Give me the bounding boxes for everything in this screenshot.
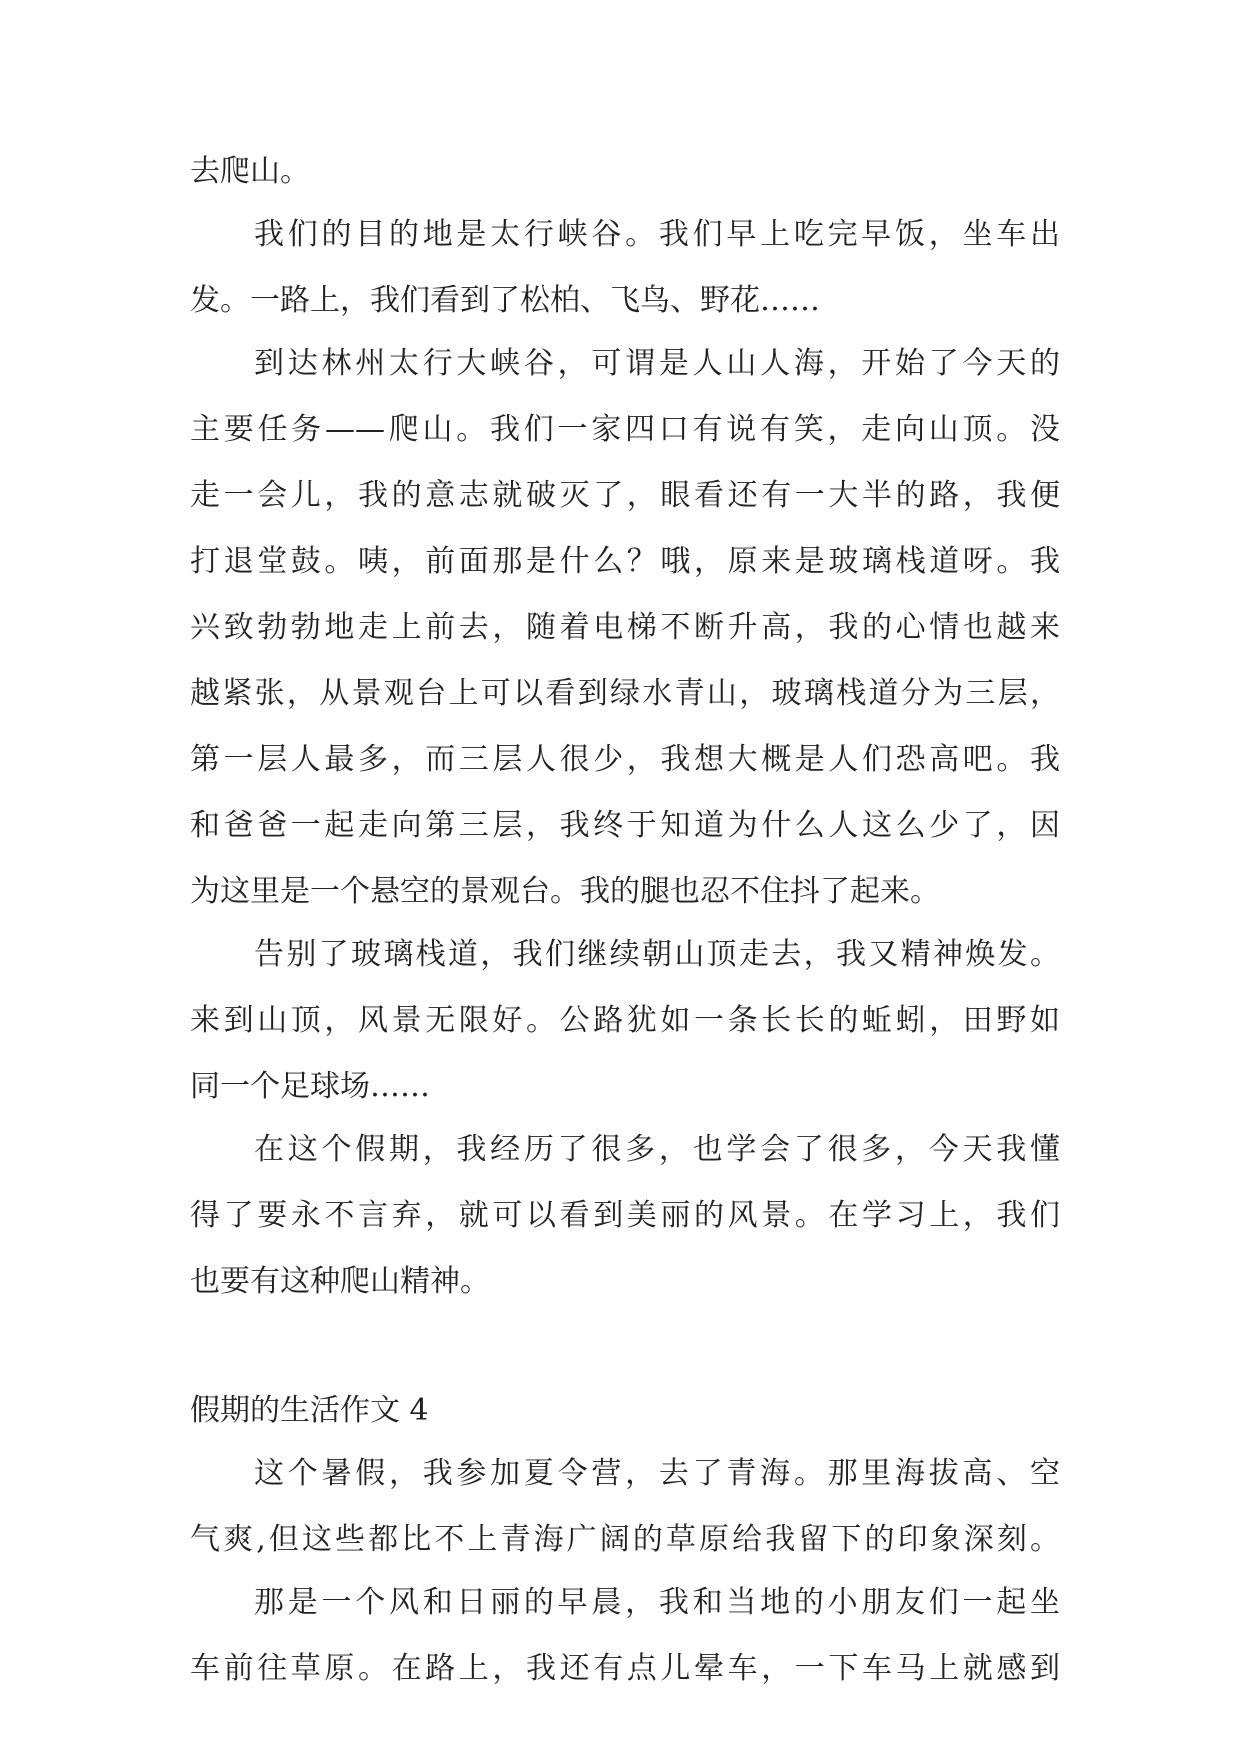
text-line: 主要任务——爬山。我们一家四口有说有笑，走向山顶。没 bbox=[190, 412, 1060, 447]
section-heading: 假期的生活作文 4 bbox=[190, 1393, 429, 1428]
paragraph-first-line: 在这个假期，我经历了很多，也学会了很多，今天我懂 bbox=[254, 1132, 1060, 1167]
text-line: 同一个足球场…… bbox=[190, 1069, 430, 1104]
text-line: 第一层人最多，而三层人很少，我想大概是人们恐高吧。我 bbox=[190, 742, 1060, 777]
text-line: 越紧张，从景观台上可以看到绿水青山，玻璃栈道分为三层， bbox=[190, 676, 1060, 711]
text-line: 打退堂鼓。咦，前面那是什么？哦，原来是玻璃栈道呀。我 bbox=[190, 544, 1060, 579]
text-line: 走一会儿，我的意志就破灭了，眼看还有一大半的路，我便 bbox=[190, 478, 1060, 513]
text-line: 和爸爸一起走向第三层，我终于知道为什么人这么少了，因 bbox=[190, 808, 1060, 843]
text-line: 来到山顶，风景无限好。公路犹如一条长长的蚯蚓，田野如 bbox=[190, 1003, 1060, 1038]
text-line: 得了要永不言弃，就可以看到美丽的风景。在学习上，我们 bbox=[190, 1198, 1060, 1233]
essay-text bbox=[190, 155, 1060, 1686]
text-line: 发。一路上，我们看到了松柏、飞鸟、野花…… bbox=[190, 283, 820, 318]
paragraph-first-line: 我们的目的地是太行峡谷。我们早上吃完早饭，坐车出 bbox=[254, 217, 1060, 252]
text-line: 为这里是一个悬空的景观台。我的腿也忍不住抖了起来。 bbox=[190, 874, 940, 909]
text-line: 去爬山。 bbox=[190, 154, 310, 189]
paragraph-first-line: 告别了玻璃栈道，我们继续朝山顶走去，我又精神焕发。 bbox=[254, 937, 1060, 972]
text-line: 兴致勃勃地走上前去，随着电梯不断升高，我的心情也越来 bbox=[190, 610, 1060, 645]
text-line: 气爽,但这些都比不上青海广阔的草原给我留下的印象深刻。 bbox=[190, 1522, 1060, 1557]
text-line: 车前往草原。在路上，我还有点儿晕车，一下车马上就感到 bbox=[190, 1651, 1060, 1686]
paragraph-first-line: 那是一个风和日丽的早晨，我和当地的小朋友们一起坐 bbox=[254, 1585, 1060, 1620]
text-line: 也要有这种爬山精神。 bbox=[190, 1264, 490, 1299]
paragraph-first-line: 到达林州太行大峡谷，可谓是人山人海，开始了今天的 bbox=[254, 346, 1060, 381]
paragraph-first-line: 这个暑假，我参加夏令营，去了青海。那里海拔高、空 bbox=[254, 1456, 1060, 1491]
